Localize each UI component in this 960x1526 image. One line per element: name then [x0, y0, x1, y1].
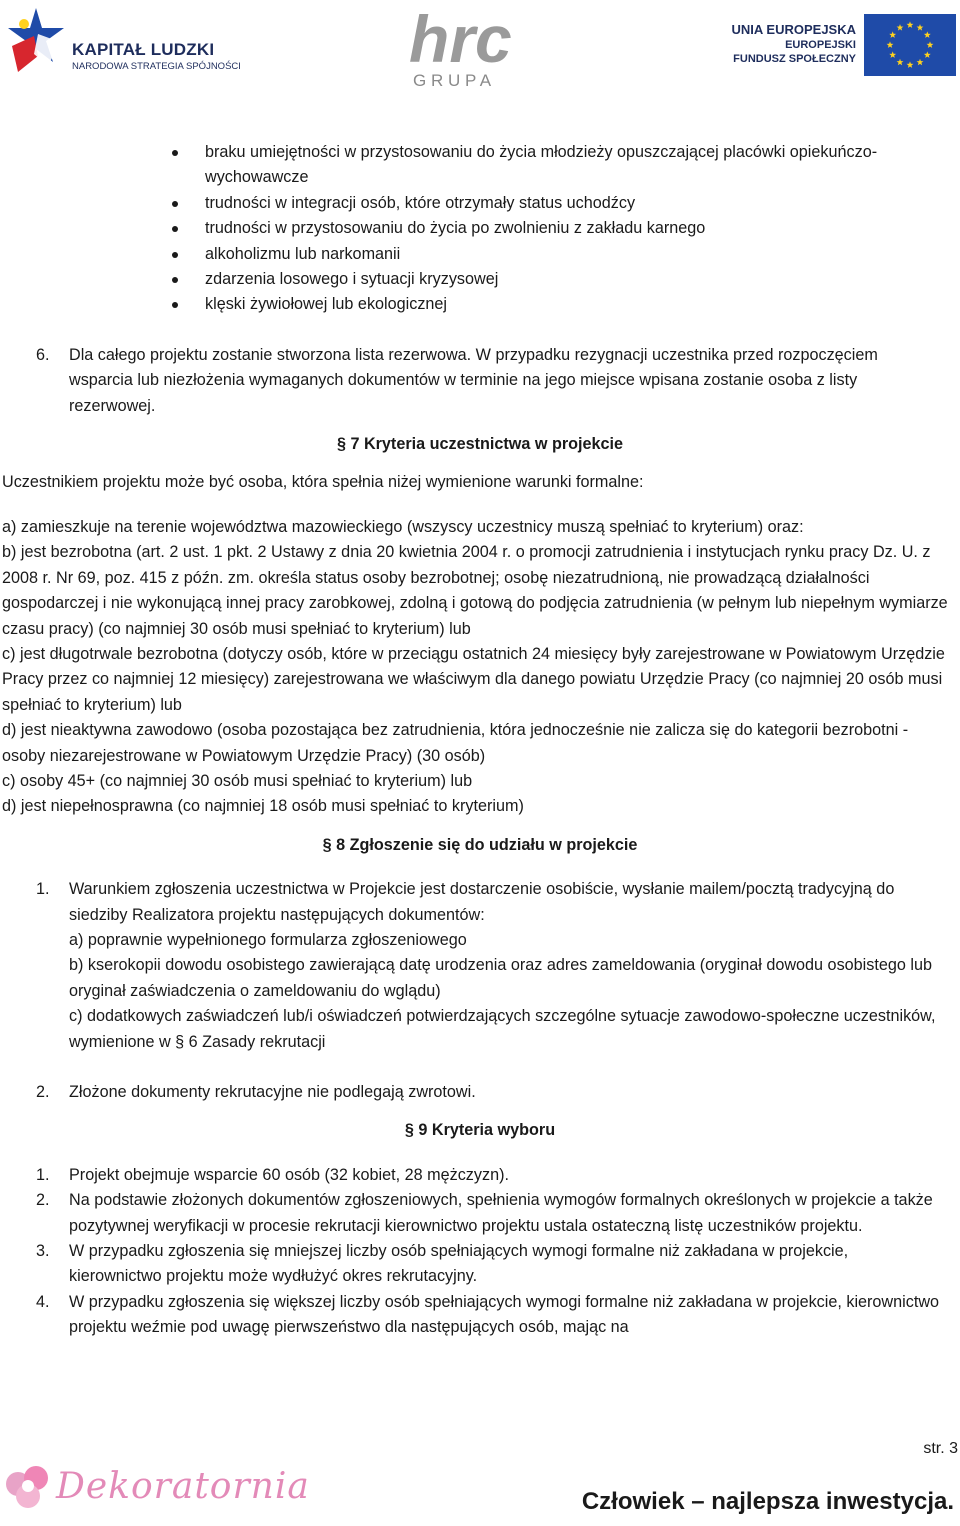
section-8-item-1 [0, 877, 960, 1055]
hrc-grupa-logo [405, 0, 555, 92]
item-6 [0, 343, 960, 419]
kapital-ludzki-title: KAPITAŁ LUDZKI [72, 40, 215, 59]
kapital-ludzki-logo [4, 6, 254, 76]
footer-slogan: Człowiek – najlepsza inwestycja. [581, 1488, 954, 1515]
section-9-heading: § 9 Kryteria wyboru [404, 1121, 556, 1140]
item-text: Złożone dokumenty rekrutacyjne nie podlegają zwrotowi. [69, 1083, 476, 1101]
list-item: klęski żywiołowej lub ekologicznej [0, 292, 960, 317]
item-subline: c) dodatkowych zaświadczeń lub/i oświadczeń potwierdzających szczególne sytuacje zawodowo-społeczne uczestników, wymienione w § 6 Zasady rekrutacji [69, 1007, 936, 1051]
item-number: 4. [36, 1292, 50, 1311]
list-item: trudności w przystosowaniu do życia po zwolnieniu z zakładu karnego [0, 216, 960, 241]
eu-logo [730, 14, 960, 78]
list-item: braku umiejętności w przystosowaniu do życia młodzieży opuszczającej placówki opiekuńczo-wychowawcze [0, 140, 960, 191]
item-text: W przypadku zgłoszenia się większej liczby osób spełniających wymogi formalne niż zakładana w projekcie, kierownictwo projektu weźmie pod uwagę pierwszeństwo dla następujących osób, mając na [69, 1292, 940, 1337]
bullet-icon [172, 150, 178, 156]
section-9-item [0, 1188, 960, 1239]
item-number: 3. [36, 1242, 50, 1261]
flower-icon [2, 1460, 58, 1520]
bullet-icon [172, 226, 178, 232]
criterion-line: b) jest bezrobotna (art. 2 ust. 1 pkt. 2 Ustawy z dnia 20 kwietnia 2004 r. o promocji zatrudnienia i instytucjach rynku pracy Dz. U. z 2008 r. Nr 69, poz. 415 z późn. zm. określa status osoby bezrobotnej; osobę niezatrudnioną, nie prowadzącą działalności gospodarczej i nie wykonującą innej pracy zarobkowej, zdolną i gotową do podjęcia zatrudnienia (w pełnym lub niepełnym wymiarze czasu pracy) (co najmniej 30 osób musi spełniać to kryterium) lub [2, 543, 948, 638]
criterion-line: a) zamieszkuje na terenie województwa mazowieckiego (wszyscy uczestnicy muszą spełniać to kryterium) oraz: [2, 517, 804, 536]
eu-line1: UNIA EUROPEJSKA [731, 22, 856, 37]
item-subline: b) kserokopii dowodu osobistego zawierającą datę urodzenia oraz adres zameldowania (oryginał dowodu osobistego lub oryginał zaświadczenia o zameldowaniu do wglądu) [69, 956, 932, 1000]
eu-flag-icon [864, 14, 956, 76]
bullet-icon [172, 277, 178, 283]
eu-line3: FUNDUSZ SPOŁECZNY [733, 53, 856, 65]
bullet-icon [172, 201, 178, 207]
item-text: Na podstawie złożonych dokumentów zgłoszeniowych, spełnienia wymogów formalnych określonych w projekcie a także pozytywnej weryfikacji w procesie rekrutacji kierownictwo projektu ustala ostateczną listę uczestników projektu. [69, 1191, 933, 1235]
section-7-heading: § 7 Kryteria uczestnictwa w projekcie [336, 435, 624, 454]
list-item: trudności w integracji osób, które otrzymały status uchodźcy [0, 191, 960, 216]
item-text: W przypadku zgłoszenia się mniejszej liczby osób spełniających wymogi formalne niż zakładana w projekcie, kierownictwo projektu może wydłużyć okres rekrutacyjny. [69, 1242, 849, 1286]
bullet-list [0, 140, 960, 318]
list-item: alkoholizmu lub narkomanii [0, 242, 960, 267]
kapital-ludzki-star-icon [4, 6, 68, 76]
item-number: 1. [36, 880, 50, 899]
item-subline: a) poprawnie wypełnionego formularza zgłoszeniowego [69, 930, 467, 949]
section-9-item [0, 1163, 960, 1188]
criterion-line: d) jest niepełnosprawna (co najmniej 18 osób musi spełniać to kryterium) [2, 797, 524, 816]
criterion-line: c) jest długotrwale bezrobotna (dotyczy osób, które w przeciągu ostatnich 24 miesięcy były zarejestrowane w Powiatowym Urzędzie Pracy przez co najmniej 12 miesięcy) zarejestrowana we właściwym dla danego powiatu Urzędzie Pracy (co najmniej 20 osób musi spełniać to kryterium) lub [2, 644, 945, 714]
hrc-mark: hrc [409, 2, 512, 76]
eu-line2: EUROPEJSKI [785, 39, 856, 51]
kapital-ludzki-subtitle: NARODOWA STRATEGIA SPÓJNOŚCI [72, 61, 241, 72]
item-number: 6. [36, 345, 50, 364]
section-7-intro: Uczestnikiem projektu może być osoba, która spełnia niżej wymienione warunki formalne: [2, 473, 644, 492]
criterion-line: d) jest nieaktywna zawodowo (osoba pozostająca bez zatrudnienia, która jednocześnie nie zalicza się do kategorii bezrobotni - osoby niezarejestrowane w Powiatowym Urzędzie Pracy) (30 osób) [2, 721, 909, 765]
section-9-item [0, 1239, 960, 1290]
item-text: Warunkiem zgłoszenia uczestnictwa w Projekcie jest dostarczenie osobiście, wysłanie mailem/pocztą tradycyjną do siedziby Realizatora projektu następujących dokumentów: [69, 880, 895, 924]
section-8-heading: § 8 Zgłoszenie się do udziału w projekcie [322, 835, 638, 854]
page-header [0, 0, 960, 100]
item-number: 2. [36, 1083, 50, 1101]
bullet-icon [172, 302, 178, 308]
hrc-sub: G R U P A [413, 71, 492, 90]
bullet-icon [172, 252, 178, 258]
item-number: 2. [36, 1191, 50, 1210]
criterion-line: c) osoby 45+ (co najmniej 30 osób musi spełniać to kryterium) lub [2, 771, 473, 790]
section-9-item [0, 1290, 960, 1341]
page-number: str. 3 [923, 1440, 958, 1457]
item-text: Dla całego projektu zostanie stworzona lista rezerwowa. W przypadku rezygnacji uczestnika przed rozpoczęciem wsparcia lub niezłożenia wymaganych dokumentów w terminie na jego miejsce wpisana zostanie osoba z listy rezerwowej. [69, 345, 878, 415]
dekoratornia-logo-text: Dekoratornia [56, 1466, 310, 1507]
list-item: zdarzenia losowego i sytuacji kryzysowej [0, 267, 960, 292]
section-8-item-2 [0, 1080, 960, 1105]
item-number: 1. [36, 1165, 50, 1184]
item-text: Projekt obejmuje wsparcie 60 osób (32 kobiet, 28 mężczyzn). [69, 1165, 509, 1184]
document-body [0, 140, 960, 1341]
